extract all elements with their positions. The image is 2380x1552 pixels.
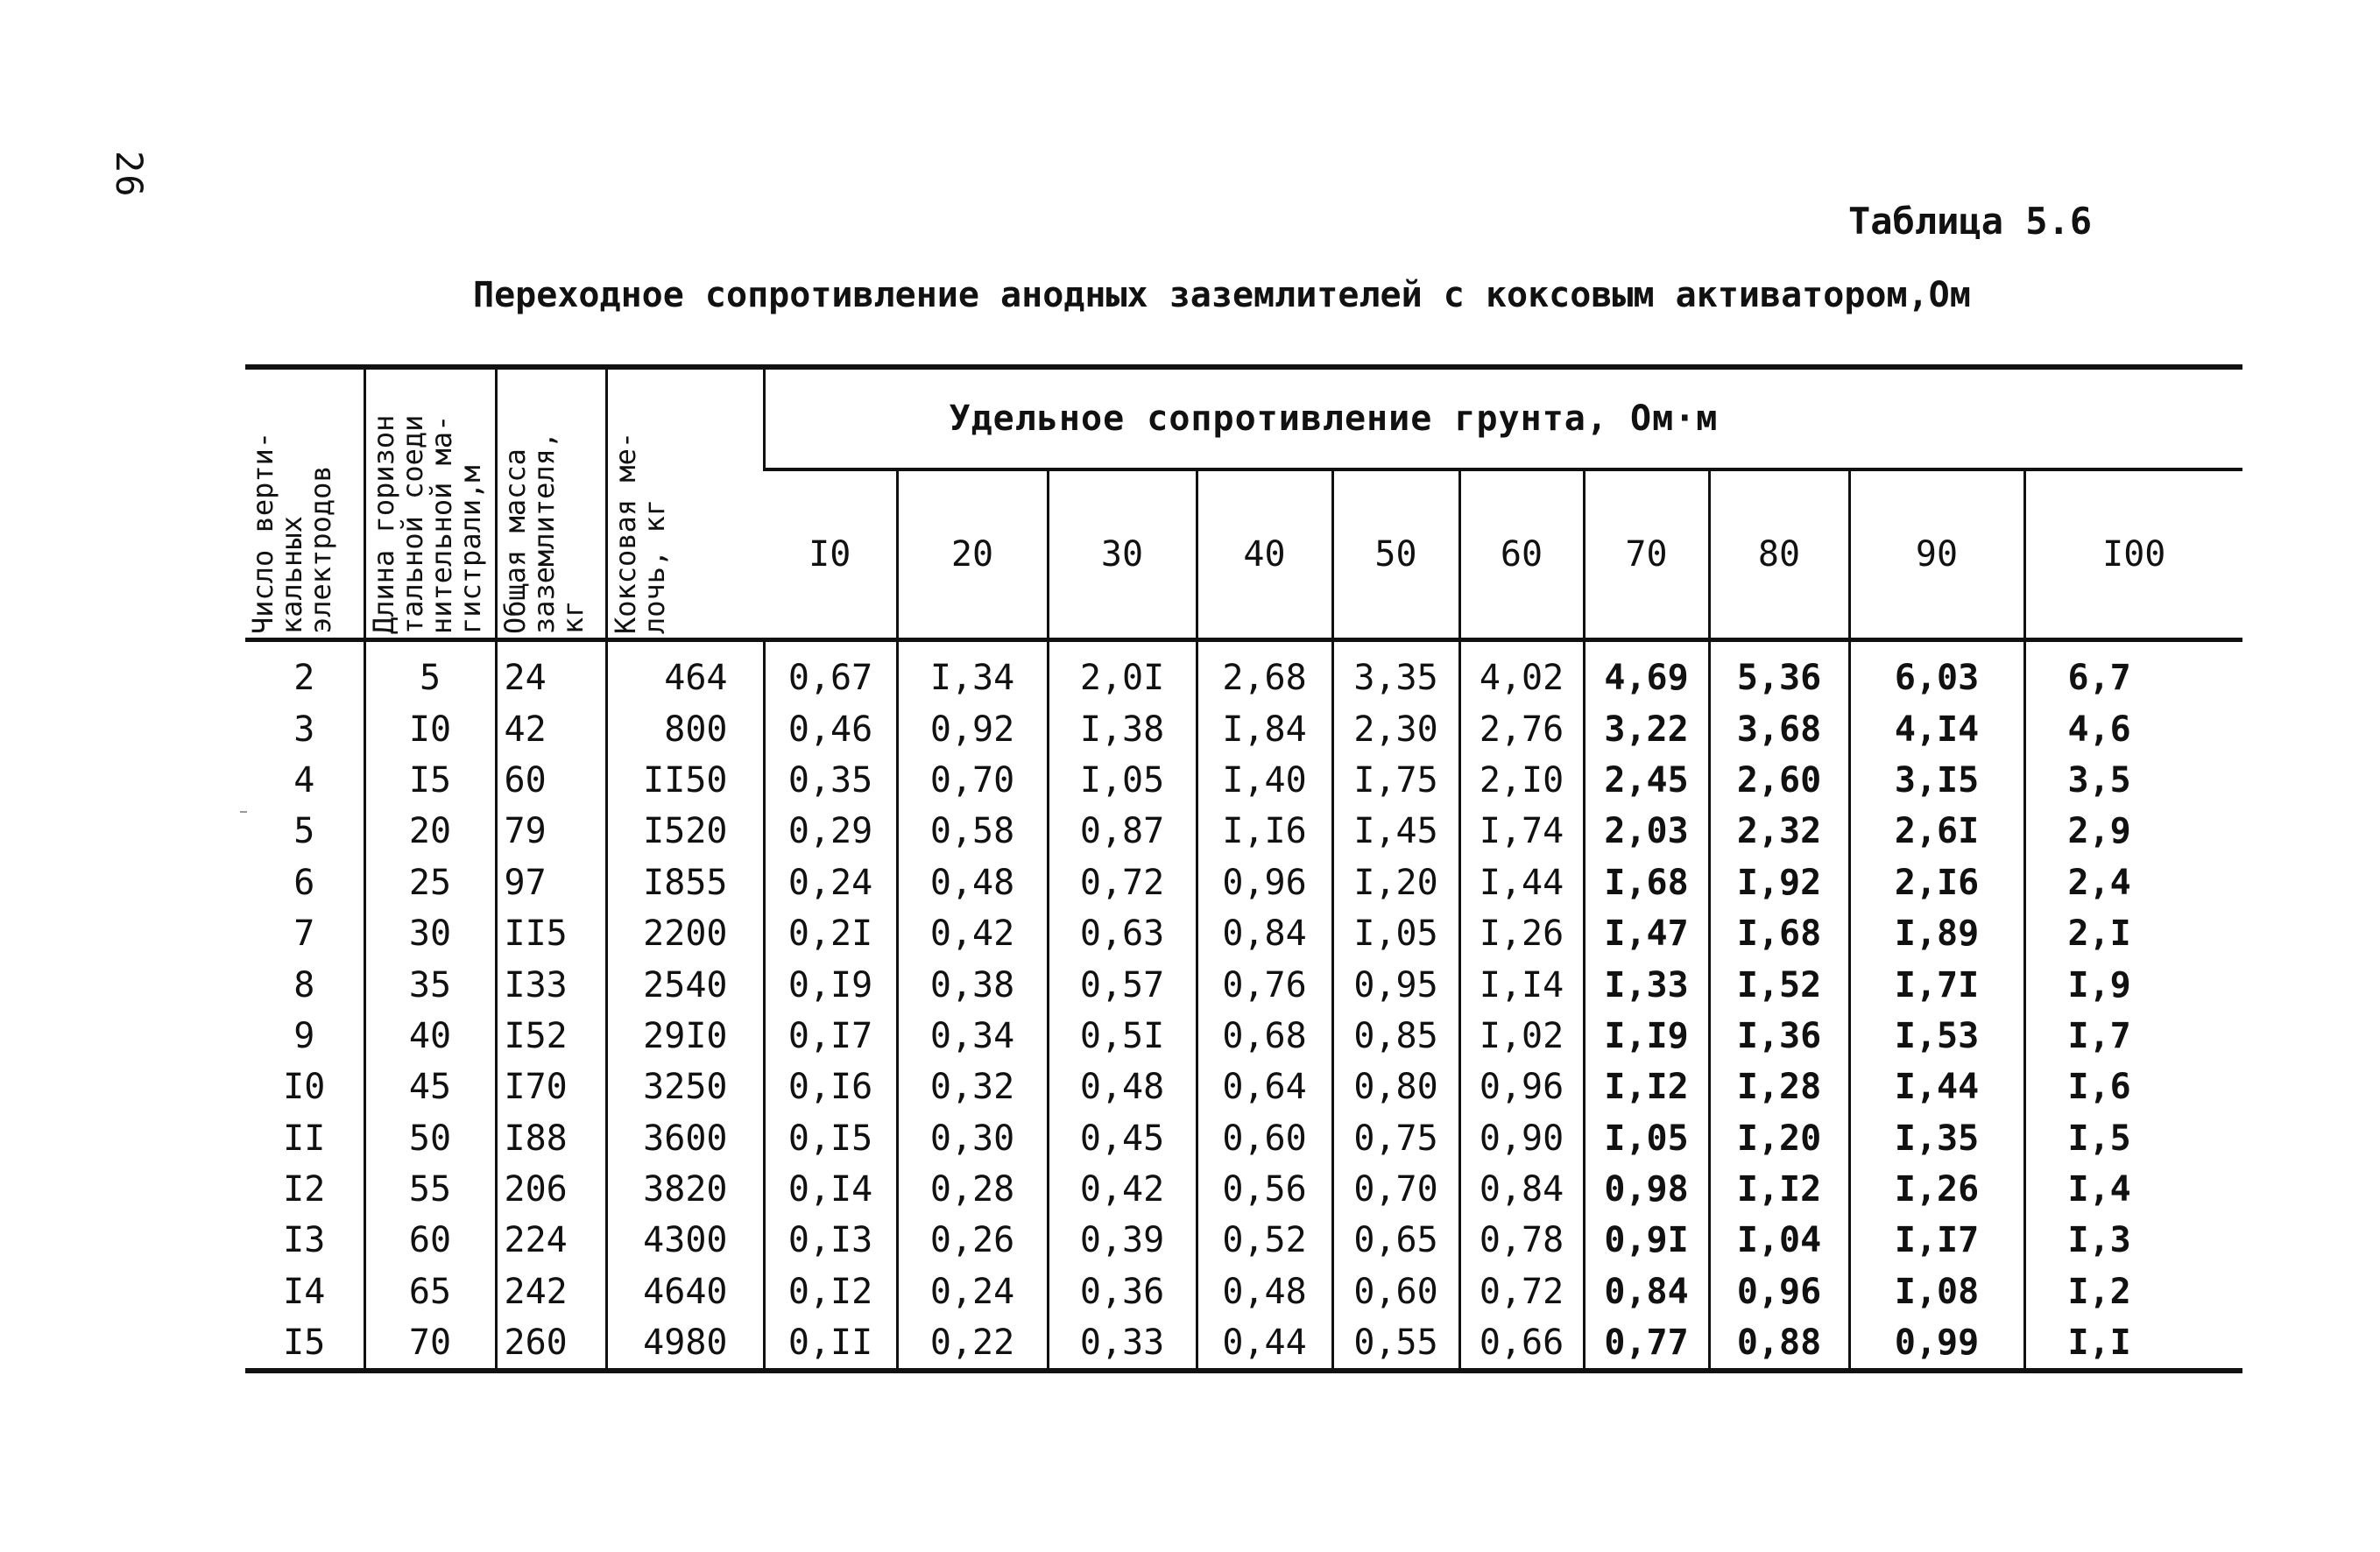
table-cell-resistance: I,33 [1584,959,1709,1010]
table-cell-resistance: 0,I3 [764,1215,897,1266]
table-cell-resistance: 0,60 [1332,1266,1459,1317]
table-cell-resistance: 3,5 [2024,755,2242,806]
table-row [245,640,2242,704]
table-row [245,703,2242,754]
table-cell-resistance: 2,6I [1849,806,2024,857]
col-group-header-soil-resistivity: Удельное сопротивление грунта, Ом·м [764,367,2242,469]
table-cell-resistance: 0,48 [1048,1062,1197,1112]
table-cell-param: 2200 [606,908,764,959]
table-cell-resistance: I,20 [1332,857,1459,908]
table-cell-resistance: I,34 [897,640,1048,704]
table-cell-resistance: 0,68 [1197,1011,1332,1062]
table-cell-param: I520 [606,806,764,857]
table-cell-param: I70 [496,1062,606,1112]
table-cell-resistance: I,28 [1709,1062,1849,1112]
table-cell-param: 6 [293,862,315,903]
table-cell-resistance: 0,72 [1459,1266,1584,1317]
table-cell-param: 60 [496,755,606,806]
table-cell-resistance: 0,39 [1048,1215,1197,1266]
table-cell-param: I855 [606,857,764,908]
table-cell-resistance: 0,36 [1048,1266,1197,1317]
resistance-table-wrapper [245,364,2242,1373]
table-row [245,1317,2242,1371]
table-cell-resistance: 4,69 [1584,640,1709,704]
table-cell-param: 40 [364,1011,496,1062]
table-cell-resistance: 0,70 [897,755,1048,806]
table-cell-param: 25 [364,857,496,908]
table-cell-resistance: I,7 [2024,1011,2242,1062]
table-cell-resistance: 2,03 [1584,806,1709,857]
table-cell-resistance: 3,35 [1332,640,1459,704]
table-cell-resistance: I,36 [1709,1011,1849,1062]
col-header-vertical-electrodes: Число верти- кальных электродов [245,367,364,640]
table-cell-resistance: I,4 [2024,1164,2242,1215]
table-cell-param: 29I0 [606,1011,764,1062]
col-header-resistivity: 90 [1849,469,2024,640]
table-cell-resistance: I,38 [1048,703,1197,754]
table-cell-param: 3 [293,709,315,750]
table-cell-resistance: I,53 [1849,1011,2024,1062]
table-cell-resistance: 0,35 [764,755,897,806]
table-cell-resistance: 2,32 [1709,806,1849,857]
table-cell-resistance: 2,4 [2024,857,2242,908]
table-cell-resistance: I,I6 [1197,806,1332,857]
table-cell-resistance: 2,76 [1459,703,1584,754]
table-cell-resistance: I,47 [1584,908,1709,959]
table-cell-param: 60 [364,1215,496,1266]
table-cell-resistance: I,I2 [1709,1164,1849,1215]
col-header-horizontal-length: Длина горизон тальной соеди нительной ма- гистрали,м [364,367,496,640]
col-header-resistivity: I0 [764,469,897,640]
table-cell-resistance: I,68 [1584,857,1709,908]
table-cell-param: 4640 [606,1266,764,1317]
table-cell-resistance: 2,68 [1197,640,1332,704]
table-cell-param: 224 [496,1215,606,1266]
table-cell-resistance: 0,99 [1849,1317,2024,1371]
table-cell-param: 20 [364,806,496,857]
table-cell-resistance: I,I4 [1459,959,1584,1010]
table-cell-resistance: I,9 [2024,959,2242,1010]
table-cell-resistance: 0,96 [1197,857,1332,908]
table-cell-resistance: I,I9 [1584,1011,1709,1062]
table-cell-param: I5 [245,1317,364,1371]
table-cell-param: 3820 [606,1164,764,1215]
table-cell-resistance: 0,30 [897,1113,1048,1164]
table-cell-param: 24 [496,640,606,704]
table-cell-param: I52 [496,1011,606,1062]
table-cell-resistance: 0,92 [897,703,1048,754]
table-cell-param: 79 [496,806,606,857]
table-cell-resistance: I,20 [1709,1113,1849,1164]
table-cell-resistance: I,75 [1332,755,1459,806]
table-cell-resistance: 0,95 [1332,959,1459,1010]
table-cell-resistance: 3,68 [1709,703,1849,754]
table-cell-resistance: I,6 [2024,1062,2242,1112]
table-cell-param: 464 [606,640,764,704]
table-cell-resistance: 4,6 [2024,703,2242,754]
table-cell-param: 7 [293,914,315,955]
table-cell-param: 70 [364,1317,496,1371]
table-row [245,959,2242,1010]
table-cell-resistance: I,68 [1709,908,1849,959]
table-row [245,1215,2242,1266]
table-cell-resistance: 0,85 [1332,1011,1459,1062]
col-header-resistivity: 50 [1332,469,1459,640]
table-cell-resistance: 0,24 [897,1266,1048,1317]
table-cell-param: 50 [364,1113,496,1164]
table-cell-resistance: 0,29 [764,806,897,857]
table-cell-param: II50 [606,755,764,806]
table-cell-resistance: 0,96 [1709,1266,1849,1317]
table-cell-resistance: I,05 [1584,1113,1709,1164]
table-cell-resistance: 0,98 [1584,1164,1709,1215]
table-cell-param: I0 [283,1067,326,1108]
table-cell-resistance: 0,88 [1709,1317,1849,1371]
table-cell-resistance: I,92 [1709,857,1849,908]
table-cell-param: 42 [496,703,606,754]
table-cell-param: 4980 [606,1317,764,1371]
table-cell-resistance: 0,45 [1048,1113,1197,1164]
table-cell-resistance: 0,64 [1197,1062,1332,1112]
col-header-coke-breeze: Коксовая ме- лочь, кг [606,367,764,640]
table-cell-param: I0 [364,703,496,754]
table-body [245,640,2242,1372]
table-cell-resistance: I,02 [1459,1011,1584,1062]
table-cell-resistance: 0,77 [1584,1317,1709,1371]
table-cell-resistance: I,5 [2024,1113,2242,1164]
table-cell-resistance: 0,48 [897,857,1048,908]
table-cell-param: 9 [293,1015,315,1056]
table-row [245,755,2242,806]
table-cell-param: I4 [283,1271,326,1312]
table-cell-resistance: I,40 [1197,755,1332,806]
table-row [245,1011,2242,1062]
col-header-resistivity: 40 [1197,469,1332,640]
table-cell-resistance: I,44 [1459,857,1584,908]
table-cell-param: 30 [364,908,496,959]
table-cell-resistance: 0,5I [1048,1011,1197,1062]
table-cell-resistance: 0,67 [764,640,897,704]
table-cell-param: 242 [496,1266,606,1317]
table-cell-resistance: 0,65 [1332,1215,1459,1266]
table-cell-resistance: 0,84 [1197,908,1332,959]
table-cell-param: II5 [496,908,606,959]
table-cell-resistance: 0,96 [1459,1062,1584,1112]
table-cell-param: 8 [293,964,315,1005]
table-cell-param: 97 [496,857,606,908]
table-cell-resistance: 0,63 [1048,908,1197,959]
table-cell-param: 2 [293,658,315,699]
table-cell-resistance: 0,66 [1459,1317,1584,1371]
table-cell-resistance: 0,34 [897,1011,1048,1062]
table-cell-resistance: I,35 [1849,1113,2024,1164]
table-cell-resistance: 2,60 [1709,755,1849,806]
table-cell-resistance: I,I7 [1849,1215,2024,1266]
table-cell-param: I3 [283,1220,326,1261]
table-cell-resistance: 0,42 [1048,1164,1197,1215]
table-cell-resistance: 0,84 [1459,1164,1584,1215]
table-cell-resistance: 0,I9 [764,959,897,1010]
table-cell-resistance: I,52 [1709,959,1849,1010]
table-cell-resistance: 0,48 [1197,1266,1332,1317]
table-cell-resistance: 2,30 [1332,703,1459,754]
table-cell-param: 55 [364,1164,496,1215]
table-cell-resistance: 0,84 [1584,1266,1709,1317]
col-header-resistivity: 20 [897,469,1048,640]
col-header-resistivity: 80 [1709,469,1849,640]
table-cell-resistance: 3,22 [1584,703,1709,754]
table-cell-param: 65 [364,1266,496,1317]
table-cell-param: 800 [606,703,764,754]
table-cell-resistance: 0,28 [897,1164,1048,1215]
table-cell-resistance: I,26 [1459,908,1584,959]
table-cell-resistance: 0,87 [1048,806,1197,857]
table-row [245,806,2242,857]
table-cell-param: 2540 [606,959,764,1010]
table-row [245,857,2242,908]
table-row [245,1164,2242,1215]
col-header-total-mass: Общая масса заземлителя, кг [496,367,606,640]
table-cell-resistance: 6,7 [2024,640,2242,704]
table-cell-resistance: 3,I5 [1849,755,2024,806]
table-row [245,1113,2242,1164]
col-header-resistivity: I00 [2024,469,2242,640]
table-label: Таблица 5.6 [1848,200,2093,243]
table-cell-resistance: 0,72 [1048,857,1197,908]
table-cell-resistance: 0,I6 [764,1062,897,1112]
table-cell-resistance: 0,33 [1048,1317,1197,1371]
table-cell-resistance: I,08 [1849,1266,2024,1317]
table-cell-resistance: I,05 [1048,755,1197,806]
table-cell-resistance: 0,80 [1332,1062,1459,1112]
table-cell-param: 5 [364,640,496,704]
table-cell-param: 206 [496,1164,606,1215]
table-cell-param: 5 [293,811,315,852]
table-cell-resistance: I,7I [1849,959,2024,1010]
table-cell-resistance: I,04 [1709,1215,1849,1266]
table-cell-resistance: 0,46 [764,703,897,754]
table-cell-resistance: I,3 [2024,1215,2242,1266]
table-cell-param: I5 [364,755,496,806]
table-cell-resistance: I,74 [1459,806,1584,857]
table-cell-param: I88 [496,1113,606,1164]
table-cell-resistance: 0,57 [1048,959,1197,1010]
table-cell-resistance: 4,I4 [1849,703,2024,754]
table-cell-resistance: 0,70 [1332,1164,1459,1215]
table-cell-resistance: 2,0I [1048,640,1197,704]
table-cell-resistance: 0,22 [897,1317,1048,1371]
table-cell-resistance: 0,I7 [764,1011,897,1062]
table-cell-resistance: 0,II [764,1317,897,1371]
table-cell-param: I33 [496,959,606,1010]
table-cell-resistance: 0,58 [897,806,1048,857]
table-cell-param: 35 [364,959,496,1010]
table-cell-resistance: 0,38 [897,959,1048,1010]
table-cell-resistance: I,44 [1849,1062,2024,1112]
table-cell-resistance: 0,55 [1332,1317,1459,1371]
table-cell-resistance: 0,I5 [764,1113,897,1164]
resistance-table [245,364,2242,1373]
header-row-1 [245,367,2242,469]
table-cell-resistance: 0,60 [1197,1113,1332,1164]
table-cell-resistance: 0,76 [1197,959,1332,1010]
table-cell-resistance: 0,52 [1197,1215,1332,1266]
table-cell-param: 45 [364,1062,496,1112]
table-cell-param: 4300 [606,1215,764,1266]
table-cell-resistance: 2,I6 [1849,857,2024,908]
table-cell-param: 3600 [606,1113,764,1164]
table-cell-resistance: I,I [2024,1317,2242,1371]
table-cell-resistance: 0,32 [897,1062,1048,1112]
col-header-resistivity: 60 [1459,469,1584,640]
table-cell-resistance: 0,44 [1197,1317,1332,1371]
table-cell-resistance: 0,75 [1332,1113,1459,1164]
table-cell-resistance: 6,03 [1849,640,2024,704]
table-cell-param: 4 [293,759,315,801]
table-cell-resistance: 2,9 [2024,806,2242,857]
table-cell-param: I2 [283,1169,326,1210]
table-cell-resistance: I,89 [1849,908,2024,959]
table-title: Переходное сопротивление анодных заземлителей с коксовым активатором,Ом [473,275,1971,315]
table-cell-resistance: 2,I [2024,908,2242,959]
table-cell-resistance: 0,26 [897,1215,1048,1266]
table-cell-resistance: 2,I0 [1459,755,1584,806]
table-cell-resistance: 0,24 [764,857,897,908]
page-number: 26 [108,151,151,199]
table-cell-resistance: I,26 [1849,1164,2024,1215]
col-header-resistivity: 70 [1584,469,1709,640]
table-cell-resistance: I,84 [1197,703,1332,754]
table-cell-resistance: 0,I4 [764,1164,897,1215]
table-cell-resistance: I,I2 [1584,1062,1709,1112]
table-cell-resistance: I,45 [1332,806,1459,857]
table-cell-resistance: 0,78 [1459,1215,1584,1266]
col-header-resistivity: 30 [1048,469,1197,640]
table-cell-resistance: 2,45 [1584,755,1709,806]
table-cell-param: II [283,1118,326,1159]
table-cell-resistance: 5,36 [1709,640,1849,704]
table-row [245,1266,2242,1317]
table-cell-param: 260 [496,1317,606,1371]
table-cell-resistance: 4,02 [1459,640,1584,704]
table-cell-resistance: 0,56 [1197,1164,1332,1215]
table-row [245,908,2242,959]
table-cell-resistance: 0,90 [1459,1113,1584,1164]
table-cell-param: 3250 [606,1062,764,1112]
table-cell-resistance: 0,2I [764,908,897,959]
table-cell-resistance: 0,I2 [764,1266,897,1317]
table-cell-resistance: I,05 [1332,908,1459,959]
table-cell-resistance: I,2 [2024,1266,2242,1317]
table-row [245,1062,2242,1112]
table-cell-resistance: 0,42 [897,908,1048,959]
table-cell-resistance: 0,9I [1584,1215,1709,1266]
